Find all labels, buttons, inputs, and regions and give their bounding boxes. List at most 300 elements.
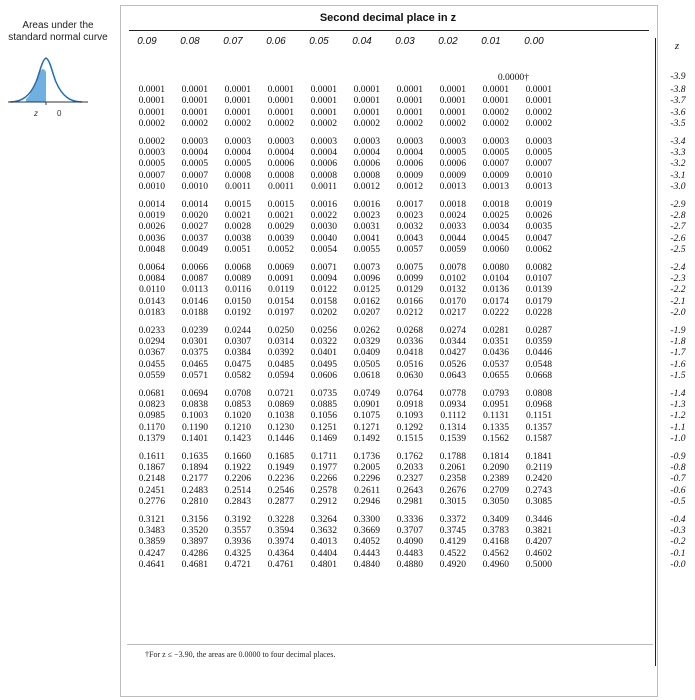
table-cell: 0.0021	[224, 210, 251, 221]
table-cell: 0.0004	[310, 147, 337, 158]
table-cell: 0.1271	[353, 421, 380, 433]
table-cell: 0.2776	[138, 496, 165, 508]
table-cell: 0.3783	[482, 525, 509, 536]
table-cell: 0.0116	[224, 284, 251, 296]
table-cell: 0.0062	[525, 244, 552, 256]
table-cell: 0.0038	[224, 232, 251, 244]
illustration-title	[4, 20, 112, 44]
table-cell: 0.0001	[224, 95, 251, 107]
table-cell: 0.0007	[482, 158, 509, 170]
table-cell: 0.0015	[224, 198, 251, 210]
table-cell: 0.0505	[353, 358, 380, 370]
shaded-area	[16, 69, 46, 102]
row-z-value: -3.5	[670, 118, 686, 130]
row-z-value: -0.3	[670, 525, 686, 536]
table-cell: 0.0985	[138, 410, 165, 422]
row-z-value: -1.8	[670, 336, 686, 347]
table-cell: 0.1711	[310, 450, 337, 462]
table-cell: 0.0001	[396, 95, 423, 107]
first-row-value: 0.0000†	[497, 72, 529, 83]
table-cell: 0.0036	[138, 232, 165, 244]
table-cell: 0.1446	[267, 433, 294, 445]
table-cell: 0.0017	[396, 198, 423, 210]
table-cell: 0.2709	[482, 484, 509, 496]
table-cell: 0.0606	[310, 370, 337, 382]
table-cell: 0.0064	[138, 261, 165, 273]
table-cell: 0.0011	[267, 181, 294, 193]
table-cell: 0.0019	[138, 210, 165, 221]
table-cell: 0.0322	[310, 336, 337, 347]
table-cell: 0.0011	[224, 181, 251, 193]
table-cell: 0.1841	[525, 450, 552, 462]
table-cell: 0.2090	[482, 462, 509, 473]
table-cell: 0.0162	[353, 295, 380, 307]
table-cell: 0.0043	[396, 232, 423, 244]
row-z-value: -3.6	[670, 106, 686, 118]
table-cell: 0.0485	[267, 358, 294, 370]
table-cell: 0.0158	[310, 295, 337, 307]
table-cell: 0.1492	[353, 433, 380, 445]
row-z-value: -3.8	[670, 84, 686, 95]
table-cell: 0.0708	[224, 387, 251, 399]
table-cell: 0.0001	[439, 106, 466, 118]
table-cell: 0.0001	[310, 84, 337, 95]
table-cell: 0.0011	[310, 181, 337, 193]
table-cell: 0.0026	[138, 221, 165, 233]
table-cell: 0.3821	[525, 525, 552, 536]
table-cell: 0.0032	[396, 221, 423, 233]
table-cell: 0.0006	[396, 158, 423, 170]
table-cell: 0.0001	[310, 106, 337, 118]
table-cell: 0.1949	[267, 462, 294, 473]
table-cell: 0.0023	[353, 210, 380, 221]
table-cell: 0.0014	[138, 198, 165, 210]
table-cell: 0.0136	[482, 284, 509, 296]
table-cell: 0.4522	[439, 547, 466, 559]
table-cell: 0.0749	[353, 387, 380, 399]
row-z-value: -1.6	[670, 358, 686, 370]
table-cell: 0.0007	[181, 169, 208, 181]
table-cell: 0.0735	[310, 387, 337, 399]
table-cell: 0.2389	[482, 473, 509, 485]
table-cell: 0.0129	[396, 284, 423, 296]
table-cell: 0.0009	[439, 169, 466, 181]
table-cell: 0.4404	[310, 547, 337, 559]
table-cell: 0.0001	[267, 95, 294, 107]
table-cell: 0.0495	[310, 358, 337, 370]
table-cell: 0.0446	[525, 347, 552, 359]
table-cell: 0.0222	[482, 307, 509, 319]
column-header: 0.05	[309, 36, 329, 47]
table-cell: 0.0003	[525, 135, 552, 147]
table-cell: 0.0281	[482, 324, 509, 336]
table-cell: 0.0091	[267, 273, 294, 284]
table-cell: 0.2483	[181, 484, 208, 496]
table-cell: 0.1539	[439, 433, 466, 445]
table-cell: 0.0188	[181, 307, 208, 319]
table-cell: 0.4286	[181, 547, 208, 559]
table-cell: 0.0427	[439, 347, 466, 359]
table-cell: 0.0080	[482, 261, 509, 273]
table-cell: 0.0084	[138, 273, 165, 284]
table-cell: 0.0336	[396, 336, 423, 347]
table-cell: 0.0002	[267, 118, 294, 130]
table-cell: 0.0001	[353, 95, 380, 107]
table-cell: 0.0004	[353, 147, 380, 158]
table-cell: 0.1736	[353, 450, 380, 462]
table-cell: 0.1112	[440, 410, 466, 422]
table-cell: 0.0012	[353, 181, 380, 193]
row-z-value: -0.0	[670, 559, 686, 571]
table-cell: 0.2148	[138, 473, 165, 485]
table-cell: 0.0008	[310, 169, 337, 181]
table-cell: 0.0005	[482, 147, 509, 158]
table-cell: 0.0035	[525, 221, 552, 233]
table-cell: 0.0183	[138, 307, 165, 319]
row-z-value: -3.2	[670, 158, 686, 170]
table-cell: 0.0001	[353, 84, 380, 95]
table-cell: 0.0002	[482, 118, 509, 130]
table-cell: 0.1562	[482, 433, 509, 445]
table-cell: 0.1660	[224, 450, 251, 462]
column-header: 0.06	[266, 36, 286, 47]
table-cell: 0.0918	[396, 399, 423, 410]
table-cell: 0.0268	[396, 324, 423, 336]
table-cell: 0.2033	[396, 462, 423, 473]
table-cell: 0.0764	[396, 387, 423, 399]
table-cell: 0.0030	[310, 221, 337, 233]
table-cell: 0.0009	[396, 169, 423, 181]
table-cell: 0.0113	[181, 284, 208, 296]
column-header: 0.09	[137, 36, 157, 47]
table-cell: 0.0526	[439, 358, 466, 370]
row-z-value: -1.1	[670, 421, 686, 433]
table-cell: 0.0143	[138, 295, 165, 307]
table-cell: 0.3264	[310, 513, 337, 525]
table-cell: 0.2119	[525, 462, 552, 473]
table-cell: 0.1292	[396, 421, 423, 433]
table-cell: 0.0005	[525, 147, 552, 158]
table-cell: 0.4880	[396, 559, 423, 571]
row-z-value: -2.2	[670, 284, 686, 296]
row-z-value: -2.9	[670, 198, 686, 210]
table-cell: 0.0003	[267, 135, 294, 147]
table-cell: 0.2514	[224, 484, 251, 496]
table-cell: 0.0107	[525, 273, 552, 284]
column-header: 0.07	[223, 36, 243, 47]
table-cell: 0.1190	[181, 421, 208, 433]
row-z-value: -1.2	[670, 410, 686, 422]
table-cell: 0.4840	[353, 559, 380, 571]
table-cell: 0.0951	[482, 399, 509, 410]
row-z-value: -2.8	[670, 210, 686, 221]
table-cell: 0.2546	[267, 484, 294, 496]
table-cell: 0.0154	[267, 295, 294, 307]
table-cell: 0.0001	[138, 84, 165, 95]
table-cell: 0.0301	[181, 336, 208, 347]
table-cell: 0.0001	[181, 95, 208, 107]
table-cell: 0.0013	[439, 181, 466, 193]
table-cell: 0.1611	[138, 450, 165, 462]
table-cell: 0.0025	[482, 210, 509, 221]
table-cell: 0.0192	[224, 307, 251, 319]
table-cell: 0.4681	[181, 559, 208, 571]
table-cell: 0.0367	[138, 347, 165, 359]
table-cell: 0.3594	[267, 525, 294, 536]
table-cell: 0.0465	[181, 358, 208, 370]
table-cell: 0.0694	[181, 387, 208, 399]
table-cell: 0.0089	[224, 273, 251, 284]
table-cell: 0.2296	[353, 473, 380, 485]
table-cell: 0.4721	[224, 559, 251, 571]
table-cell: 0.0005	[439, 147, 466, 158]
table-cell: 0.0006	[310, 158, 337, 170]
table-cell: 0.0015	[267, 198, 294, 210]
footnote-rule	[127, 644, 653, 645]
table-cell: 0.3336	[396, 513, 423, 525]
table-cell: 0.0516	[396, 358, 423, 370]
table-cell: 0.1230	[267, 421, 294, 433]
row-z-value: -3.4	[670, 135, 686, 147]
row-z-value: -2.7	[670, 221, 686, 233]
table-cell: 0.0051	[224, 244, 251, 256]
table-cell: 0.0778	[439, 387, 466, 399]
table-cell: 0.3085	[525, 496, 552, 508]
table-cell: 0.0001	[439, 95, 466, 107]
table-cell: 0.1587	[525, 433, 552, 445]
table-cell: 0.0066	[181, 261, 208, 273]
table-cell: 0.0170	[439, 295, 466, 307]
table-cell: 0.3156	[181, 513, 208, 525]
table-cell: 0.0668	[525, 370, 552, 382]
table-cell: 0.0384	[224, 347, 251, 359]
table-cell: 0.0139	[525, 284, 552, 296]
table-cell: 0.0202	[310, 307, 337, 319]
row-z-value: -0.6	[670, 484, 686, 496]
table-cell: 0.2743	[525, 484, 552, 496]
table-cell: 0.2912	[310, 496, 337, 508]
table-cell: 0.0401	[310, 347, 337, 359]
table-cell: 0.0037	[181, 232, 208, 244]
table-cell: 0.0022	[310, 210, 337, 221]
table-cell: 0.0132	[439, 284, 466, 296]
row-z-value: -2.4	[670, 261, 686, 273]
table-cell: 0.0197	[267, 307, 294, 319]
table-cell: 0.0041	[353, 232, 380, 244]
table-cell: 0.0217	[439, 307, 466, 319]
table-cell: 0.0003	[310, 135, 337, 147]
table-cell: 0.1867	[138, 462, 165, 473]
row-z-value: -1.4	[670, 387, 686, 399]
column-header: 0.04	[352, 36, 372, 47]
table-cell: 0.0001	[396, 84, 423, 95]
table-cell: 0.0548	[525, 358, 552, 370]
table-cell: 0.3446	[525, 513, 552, 525]
table-cell: 0.0409	[353, 347, 380, 359]
table-cell: 0.0008	[224, 169, 251, 181]
table-cell: 0.4443	[353, 547, 380, 559]
table-cell: 0.0006	[267, 158, 294, 170]
table-header-title: Second decimal place in z	[319, 12, 457, 24]
table-cell: 0.0003	[396, 135, 423, 147]
row-z-value: -2.6	[670, 232, 686, 244]
table-cell: 0.0013	[525, 181, 552, 193]
table-cell: 0.4801	[310, 559, 337, 571]
row-z-value: -3.1	[670, 169, 686, 181]
table-cell: 0.0019	[525, 198, 552, 210]
table-cell: 0.2810	[181, 496, 208, 508]
table-cell: 0.0005	[181, 158, 208, 170]
table-cell: 0.4761	[267, 559, 294, 571]
table-cell: 0.3121	[138, 513, 165, 525]
table-cell: 0.0001	[482, 95, 509, 107]
table-cell: 0.2611	[353, 484, 380, 496]
row-z-value: -0.7	[670, 473, 686, 485]
table-cell: 0.0075	[396, 261, 423, 273]
table-cell: 0.0256	[310, 324, 337, 336]
table-cell: 0.1093	[396, 410, 423, 422]
table-cell: 0.0004	[267, 147, 294, 158]
table-cell: 0.1635	[181, 450, 208, 462]
row-z-value: -2.3	[670, 273, 686, 284]
table-cell: 0.0618	[353, 370, 380, 382]
table-cell: 0.2578	[310, 484, 337, 496]
table-cell: 0.0008	[353, 169, 380, 181]
table-cell: 0.1038	[267, 410, 294, 422]
table-cell: 0.1003	[181, 410, 208, 422]
table-cell: 0.3859	[138, 536, 165, 548]
table-cell: 0.2358	[439, 473, 466, 485]
table-cell: 0.0359	[525, 336, 552, 347]
table-cell: 0.0001	[439, 84, 466, 95]
table-cell: 0.0119	[267, 284, 294, 296]
table-cell: 0.1056	[310, 410, 337, 422]
table-cell: 0.0012	[396, 181, 423, 193]
table-cell: 0.0104	[482, 273, 509, 284]
table-cell: 0.0314	[267, 336, 294, 347]
table-cell: 0.0274	[439, 324, 466, 336]
table-cell: 0.4325	[224, 547, 251, 559]
header-rule	[129, 30, 649, 31]
first-row-z: -3.9	[670, 71, 686, 82]
table-cell: 0.0122	[310, 284, 337, 296]
table-cell: 0.0375	[181, 347, 208, 359]
table-cell: 0.0060	[482, 244, 509, 256]
table-cell: 0.0023	[396, 210, 423, 221]
table-cell: 0.0968	[525, 399, 552, 410]
table-cell: 0.3707	[396, 525, 423, 536]
table-cell: 0.0016	[310, 198, 337, 210]
table-cell: 0.0054	[310, 244, 337, 256]
table-cell: 0.0436	[482, 347, 509, 359]
table-cell: 0.0244	[224, 324, 251, 336]
table-cell: 0.0008	[267, 169, 294, 181]
table-cell: 0.2643	[396, 484, 423, 496]
normal-curve-icon	[6, 50, 112, 130]
table-cell: 0.0287	[525, 324, 552, 336]
table-cell: 0.0018	[439, 198, 466, 210]
table-cell: 0.0020	[181, 210, 208, 221]
z-column-separator	[655, 38, 656, 666]
table-cell: 0.0344	[439, 336, 466, 347]
table-cell: 0.0078	[439, 261, 466, 273]
table-cell: 0.1762	[396, 450, 423, 462]
table-cell: 0.0052	[267, 244, 294, 256]
row-z-value: -2.1	[670, 295, 686, 307]
table-cell: 0.2676	[439, 484, 466, 496]
table-cell: 0.0094	[310, 273, 337, 284]
table-cell: 0.2236	[267, 473, 294, 485]
column-header: 0.02	[438, 36, 458, 47]
row-z-value: -1.0	[670, 433, 686, 445]
table-cell: 0.0068	[224, 261, 251, 273]
table-cell: 0.4960	[482, 559, 509, 571]
table-cell: 0.0002	[482, 106, 509, 118]
table-cell: 0.0003	[482, 135, 509, 147]
table-cell: 0.3300	[353, 513, 380, 525]
table-cell: 0.0329	[353, 336, 380, 347]
table-cell: 0.0002	[439, 118, 466, 130]
table-cell: 0.0013	[482, 181, 509, 193]
table-cell: 0.0594	[267, 370, 294, 382]
table-cell: 0.0002	[310, 118, 337, 130]
table-cell: 0.0003	[138, 147, 165, 158]
row-z-value: -0.9	[670, 450, 686, 462]
row-z-value: -0.5	[670, 496, 686, 508]
axis-zero-label: 0	[57, 109, 62, 118]
table-cell: 0.0040	[310, 232, 337, 244]
table-cell: 0.0003	[181, 135, 208, 147]
table-cell: 0.3936	[224, 536, 251, 548]
table-cell: 0.4641	[138, 559, 165, 571]
table-cell: 0.0885	[310, 399, 337, 410]
table-cell: 0.0027	[181, 221, 208, 233]
table-cell: 0.0004	[396, 147, 423, 158]
table-cell: 0.0004	[224, 147, 251, 158]
table-cell: 0.0001	[138, 106, 165, 118]
table-cell: 0.0102	[439, 273, 466, 284]
column-header: 0.00	[524, 36, 544, 47]
table-cell: 0.0001	[396, 106, 423, 118]
table-cell: 0.3974	[267, 536, 294, 548]
table-cell: 0.0571	[181, 370, 208, 382]
table-cell: 0.1357	[525, 421, 552, 433]
row-z-value: -0.1	[670, 547, 686, 559]
table-cell: 0.0021	[267, 210, 294, 221]
table-cell: 0.0007	[525, 158, 552, 170]
table-cell: 0.0010	[525, 169, 552, 181]
table-cell: 0.0643	[439, 370, 466, 382]
table-cell: 0.4602	[525, 547, 552, 559]
table-cell: 0.3669	[353, 525, 380, 536]
table-cell: 0.0537	[482, 358, 509, 370]
column-header: 0.03	[395, 36, 415, 47]
table-cell: 0.4562	[482, 547, 509, 559]
table-cell: 0.0001	[224, 106, 251, 118]
table-cell: 0.1314	[439, 421, 466, 433]
table-cell: 0.0034	[482, 221, 509, 233]
table-cell: 0.0179	[525, 295, 552, 307]
table-cell: 0.0721	[267, 387, 294, 399]
table-cell: 0.4013	[310, 536, 337, 548]
table-cell: 0.1922	[224, 462, 251, 473]
table-cell: 0.0033	[439, 221, 466, 233]
table-cell: 0.0392	[267, 347, 294, 359]
table-cell: 0.0808	[525, 387, 552, 399]
table-cell: 0.0823	[138, 399, 165, 410]
table-cell: 0.0001	[181, 106, 208, 118]
table-cell: 0.0455	[138, 358, 165, 370]
